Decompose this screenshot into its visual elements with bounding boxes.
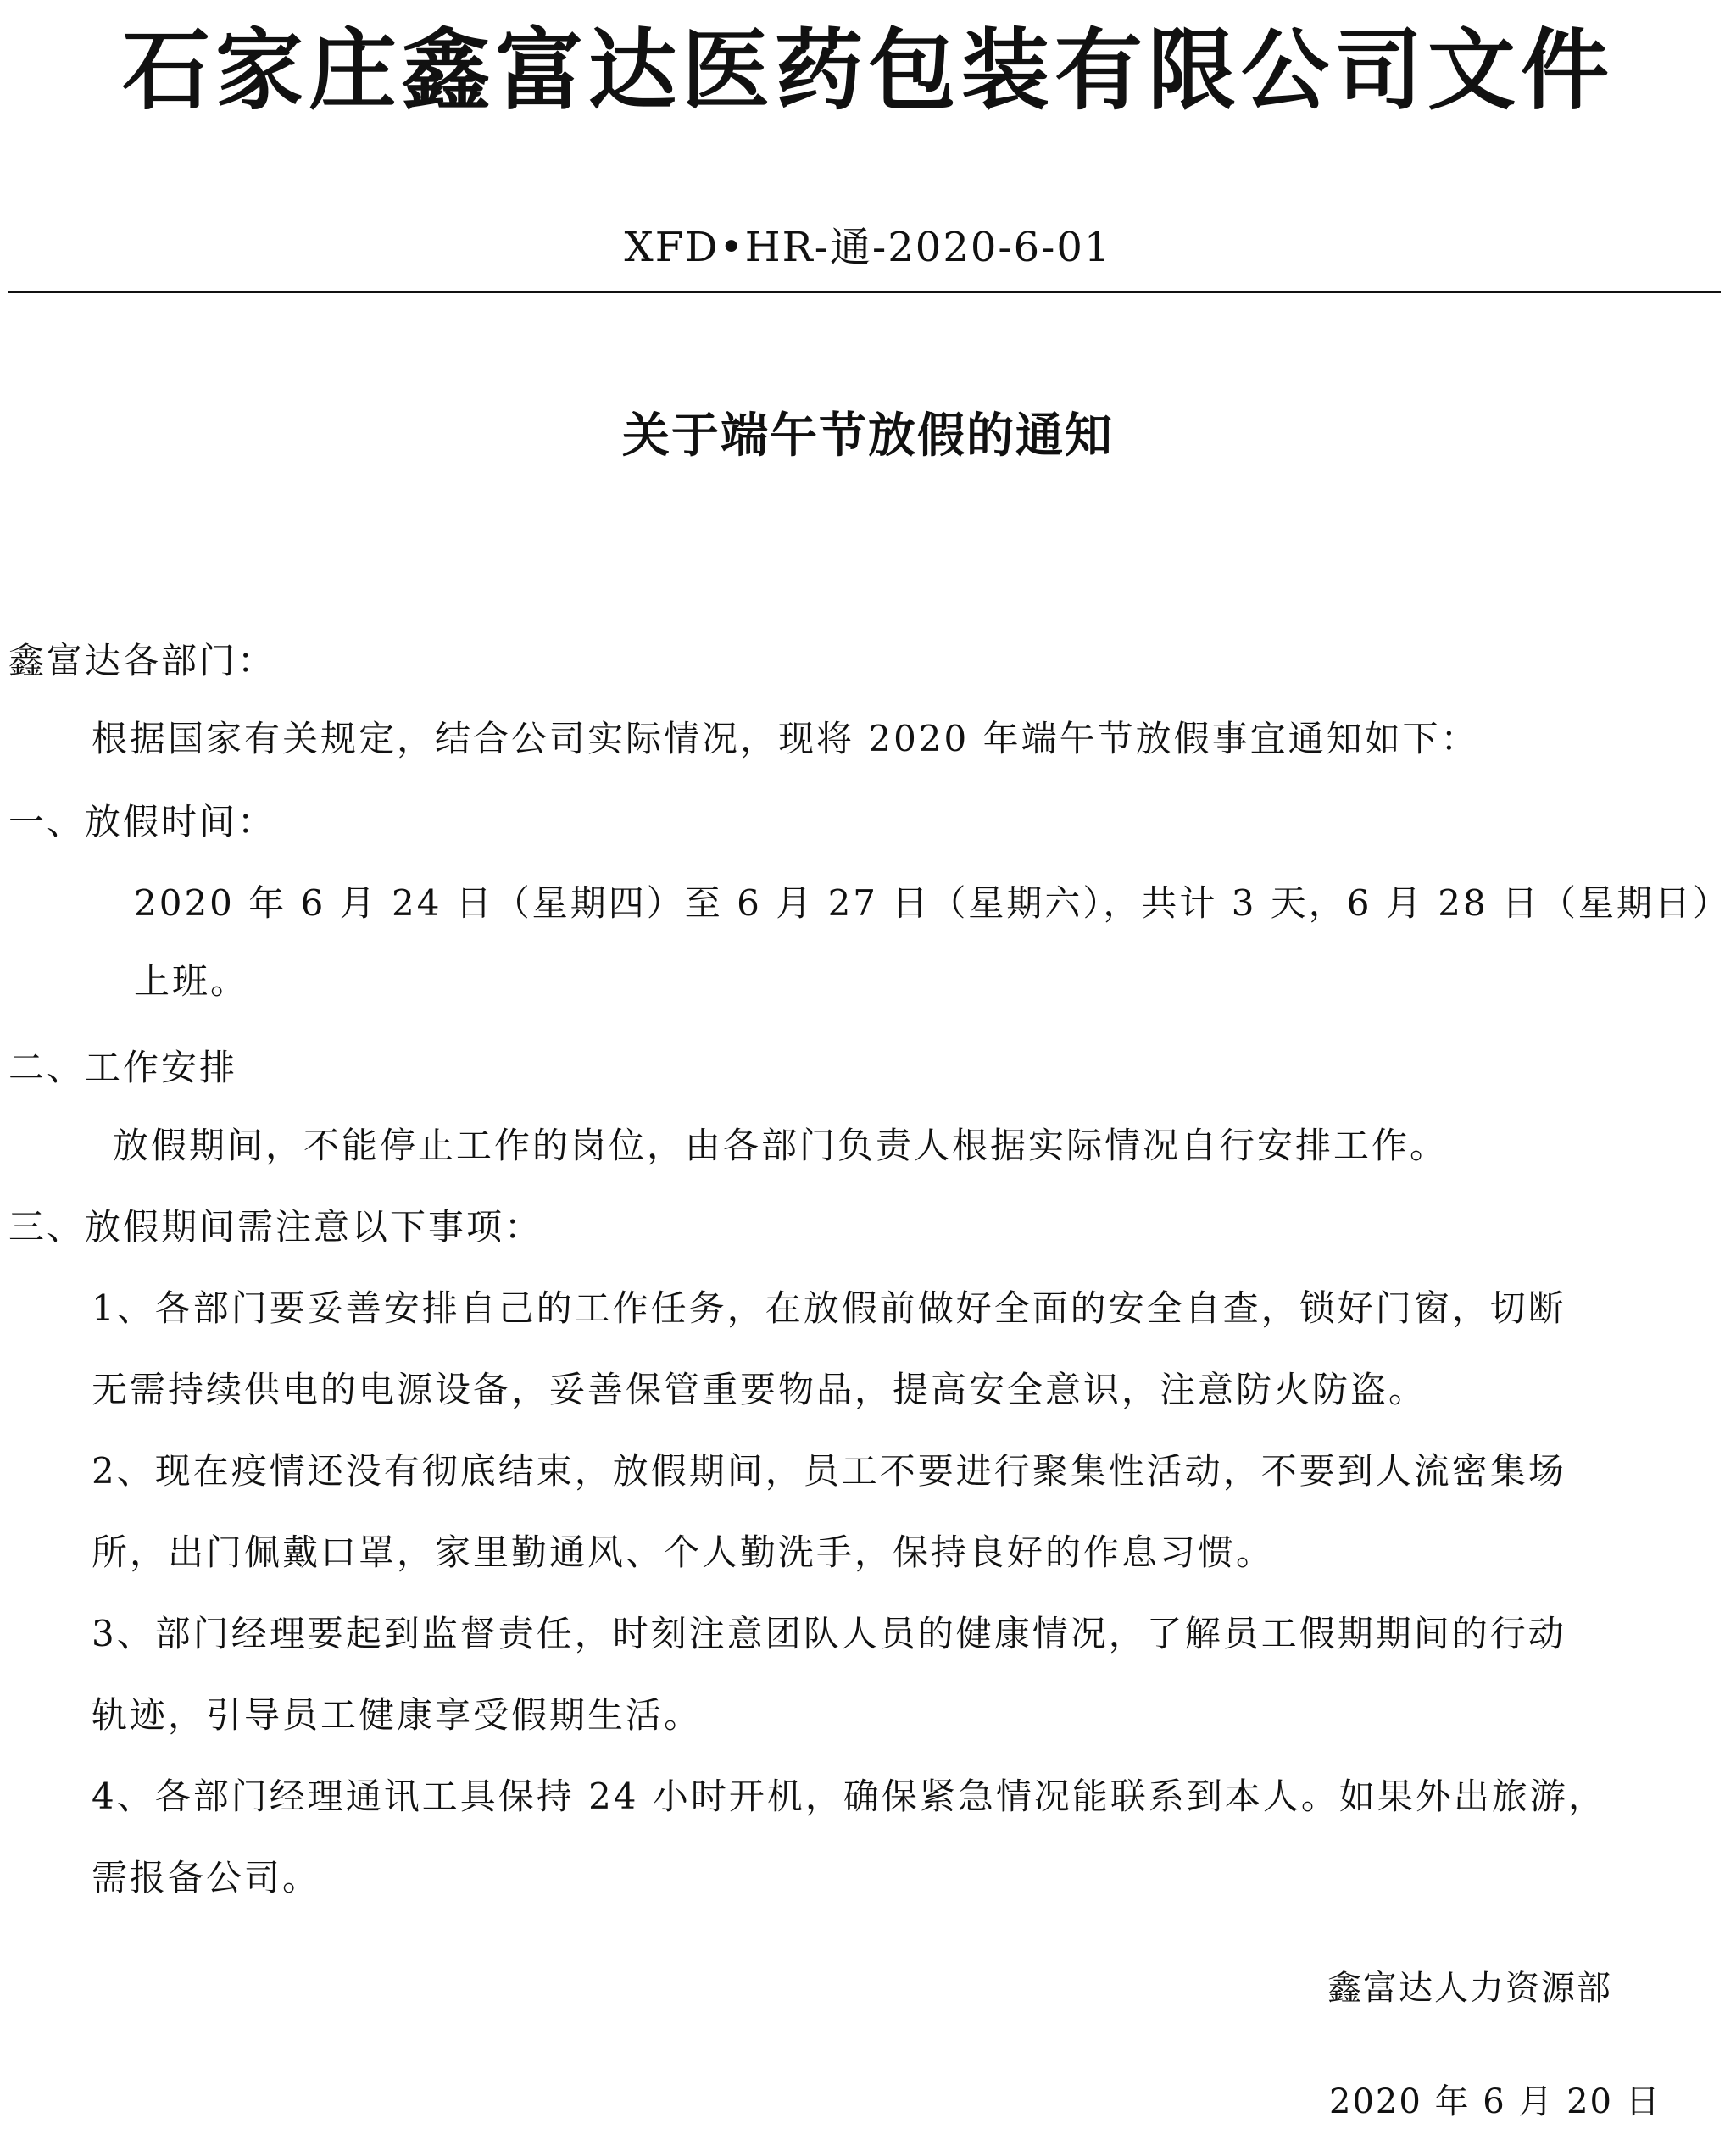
precaution-item-line: 2、现在疫情还没有彻底结束，放假期间，员工不要进行聚集性活动，不要到人流密集场 bbox=[92, 1450, 1566, 1492]
work-arrangement-line: 放假期间，不能停止工作的岗位，由各部门负责人根据实际情况自行安排工作。 bbox=[113, 1125, 1449, 1166]
signature-department: 鑫富达人力资源部 bbox=[1327, 1969, 1612, 2008]
precaution-item-line: 3、部门经理要起到监督责任，时刻注意团队人员的健康情况，了解员工假期期间的行动 bbox=[92, 1613, 1566, 1654]
precaution-item-line: 无需持续供电的电源设备，妥善保管重要物品，提高安全意识，注意防火防盗。 bbox=[92, 1369, 1427, 1410]
holiday-time-line: 上班。 bbox=[134, 960, 249, 1002]
document-number: XFD•HR-通-2020-6-01 bbox=[624, 224, 1112, 271]
section-heading-work-arrangement: 二、工作安排 bbox=[8, 1047, 238, 1088]
precaution-item-line: 所，出门佩戴口罩，家里勤通风、个人勤洗手，保持良好的作息习惯。 bbox=[92, 1531, 1275, 1573]
section-heading-holiday-time: 一、放假时间： bbox=[8, 801, 276, 842]
precaution-item-line: 轨迹，引导员工健康享受假期生活。 bbox=[92, 1694, 703, 1736]
intro-paragraph: 根据国家有关规定，结合公司实际情况，现将 2020 年端午节放假事宜通知如下： bbox=[92, 718, 1479, 759]
precaution-item-line: 需报备公司。 bbox=[92, 1857, 321, 1898]
notice-title: 关于端午节放假的通知 bbox=[622, 409, 1114, 464]
section-heading-precautions: 三、放假期间需注意以下事项： bbox=[8, 1206, 543, 1248]
precaution-item-line: 4、各部门经理通讯工具保持 24 小时开机，确保紧急情况能联系到本人。如果外出旅游， bbox=[92, 1776, 1606, 1817]
header-divider bbox=[8, 291, 1721, 293]
signature-date: 2020 年 6 月 20 日 bbox=[1329, 2082, 1661, 2121]
salutation: 鑫富达各部门： bbox=[8, 640, 276, 681]
company-document-title: 石家庄鑫富达医药包装有限公司文件 bbox=[121, 19, 1614, 122]
holiday-time-line: 2020 年 6 月 24 日（星期四）至 6 月 27 日（星期六），共计 3 天，6 月 28 日（星期日） bbox=[134, 882, 1732, 924]
precaution-item-line: 1、各部门要妥善安排自己的工作任务，在放假前做好全面的安全自查，锁好门窗，切断 bbox=[92, 1287, 1566, 1329]
